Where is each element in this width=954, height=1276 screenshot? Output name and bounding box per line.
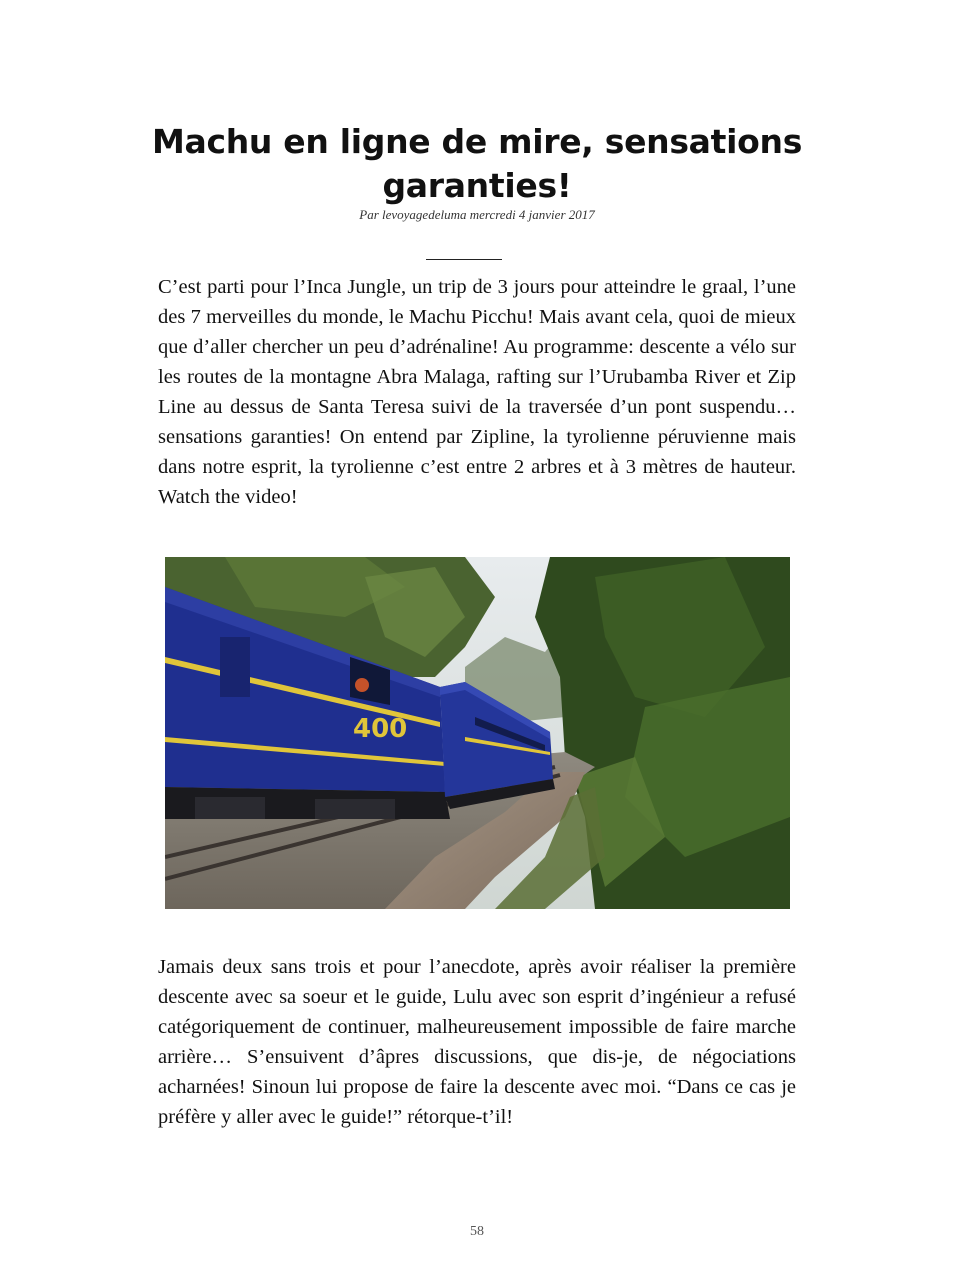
page-number: 58: [470, 1224, 484, 1239]
paragraph-intro: C’est parti pour l’Inca Jungle, un trip de 3 jours pour atteindre le graal, l’une des 7 merveilles du monde, le Machu Picchu! Mais avant cela, quoi de mieux que d’aller chercher un peu d’adrénaline! Au programme: descente a vélo sur les routes de la montagne Abra Malaga, rafting sur l’Urubamba River et Zip Line au dessus de Santa Teresa suivi de la traversée d’un pont suspendu…sensations garanties! On entend par Zipline, la tyrolienne péruvienne mais dans notre esprit, la tyrolienne c’est entre 2 arbres et à 3 mètres de hauteur. Watch the video!: [158, 276, 796, 508]
locomotive-number: 400: [353, 714, 408, 744]
page-title: Machu en ligne de mire, sensations garanties!: [151, 122, 803, 205]
paragraph-anecdote: Jamais deux sans trois et pour l’anecdote, après avoir réaliser la première descente avec sa soeur et le guide, Lulu avec son esprit d’ingénieur a refusé catégoriquement de continuer, malheureusement impossible de faire marche arrière… S’ensuivent d’âpres discussions, que dis-je, de négociations acharnées! Sinoun lui propose de faire la descente avec moi. “Dans ce cas je préfère y aller avec le guide!” rétorque-t’il!: [158, 956, 796, 1128]
train-photo: [165, 557, 790, 909]
divider: [426, 259, 502, 260]
byline: Par levoyagedeluma mercredi 4 janvier 2017: [359, 207, 595, 222]
